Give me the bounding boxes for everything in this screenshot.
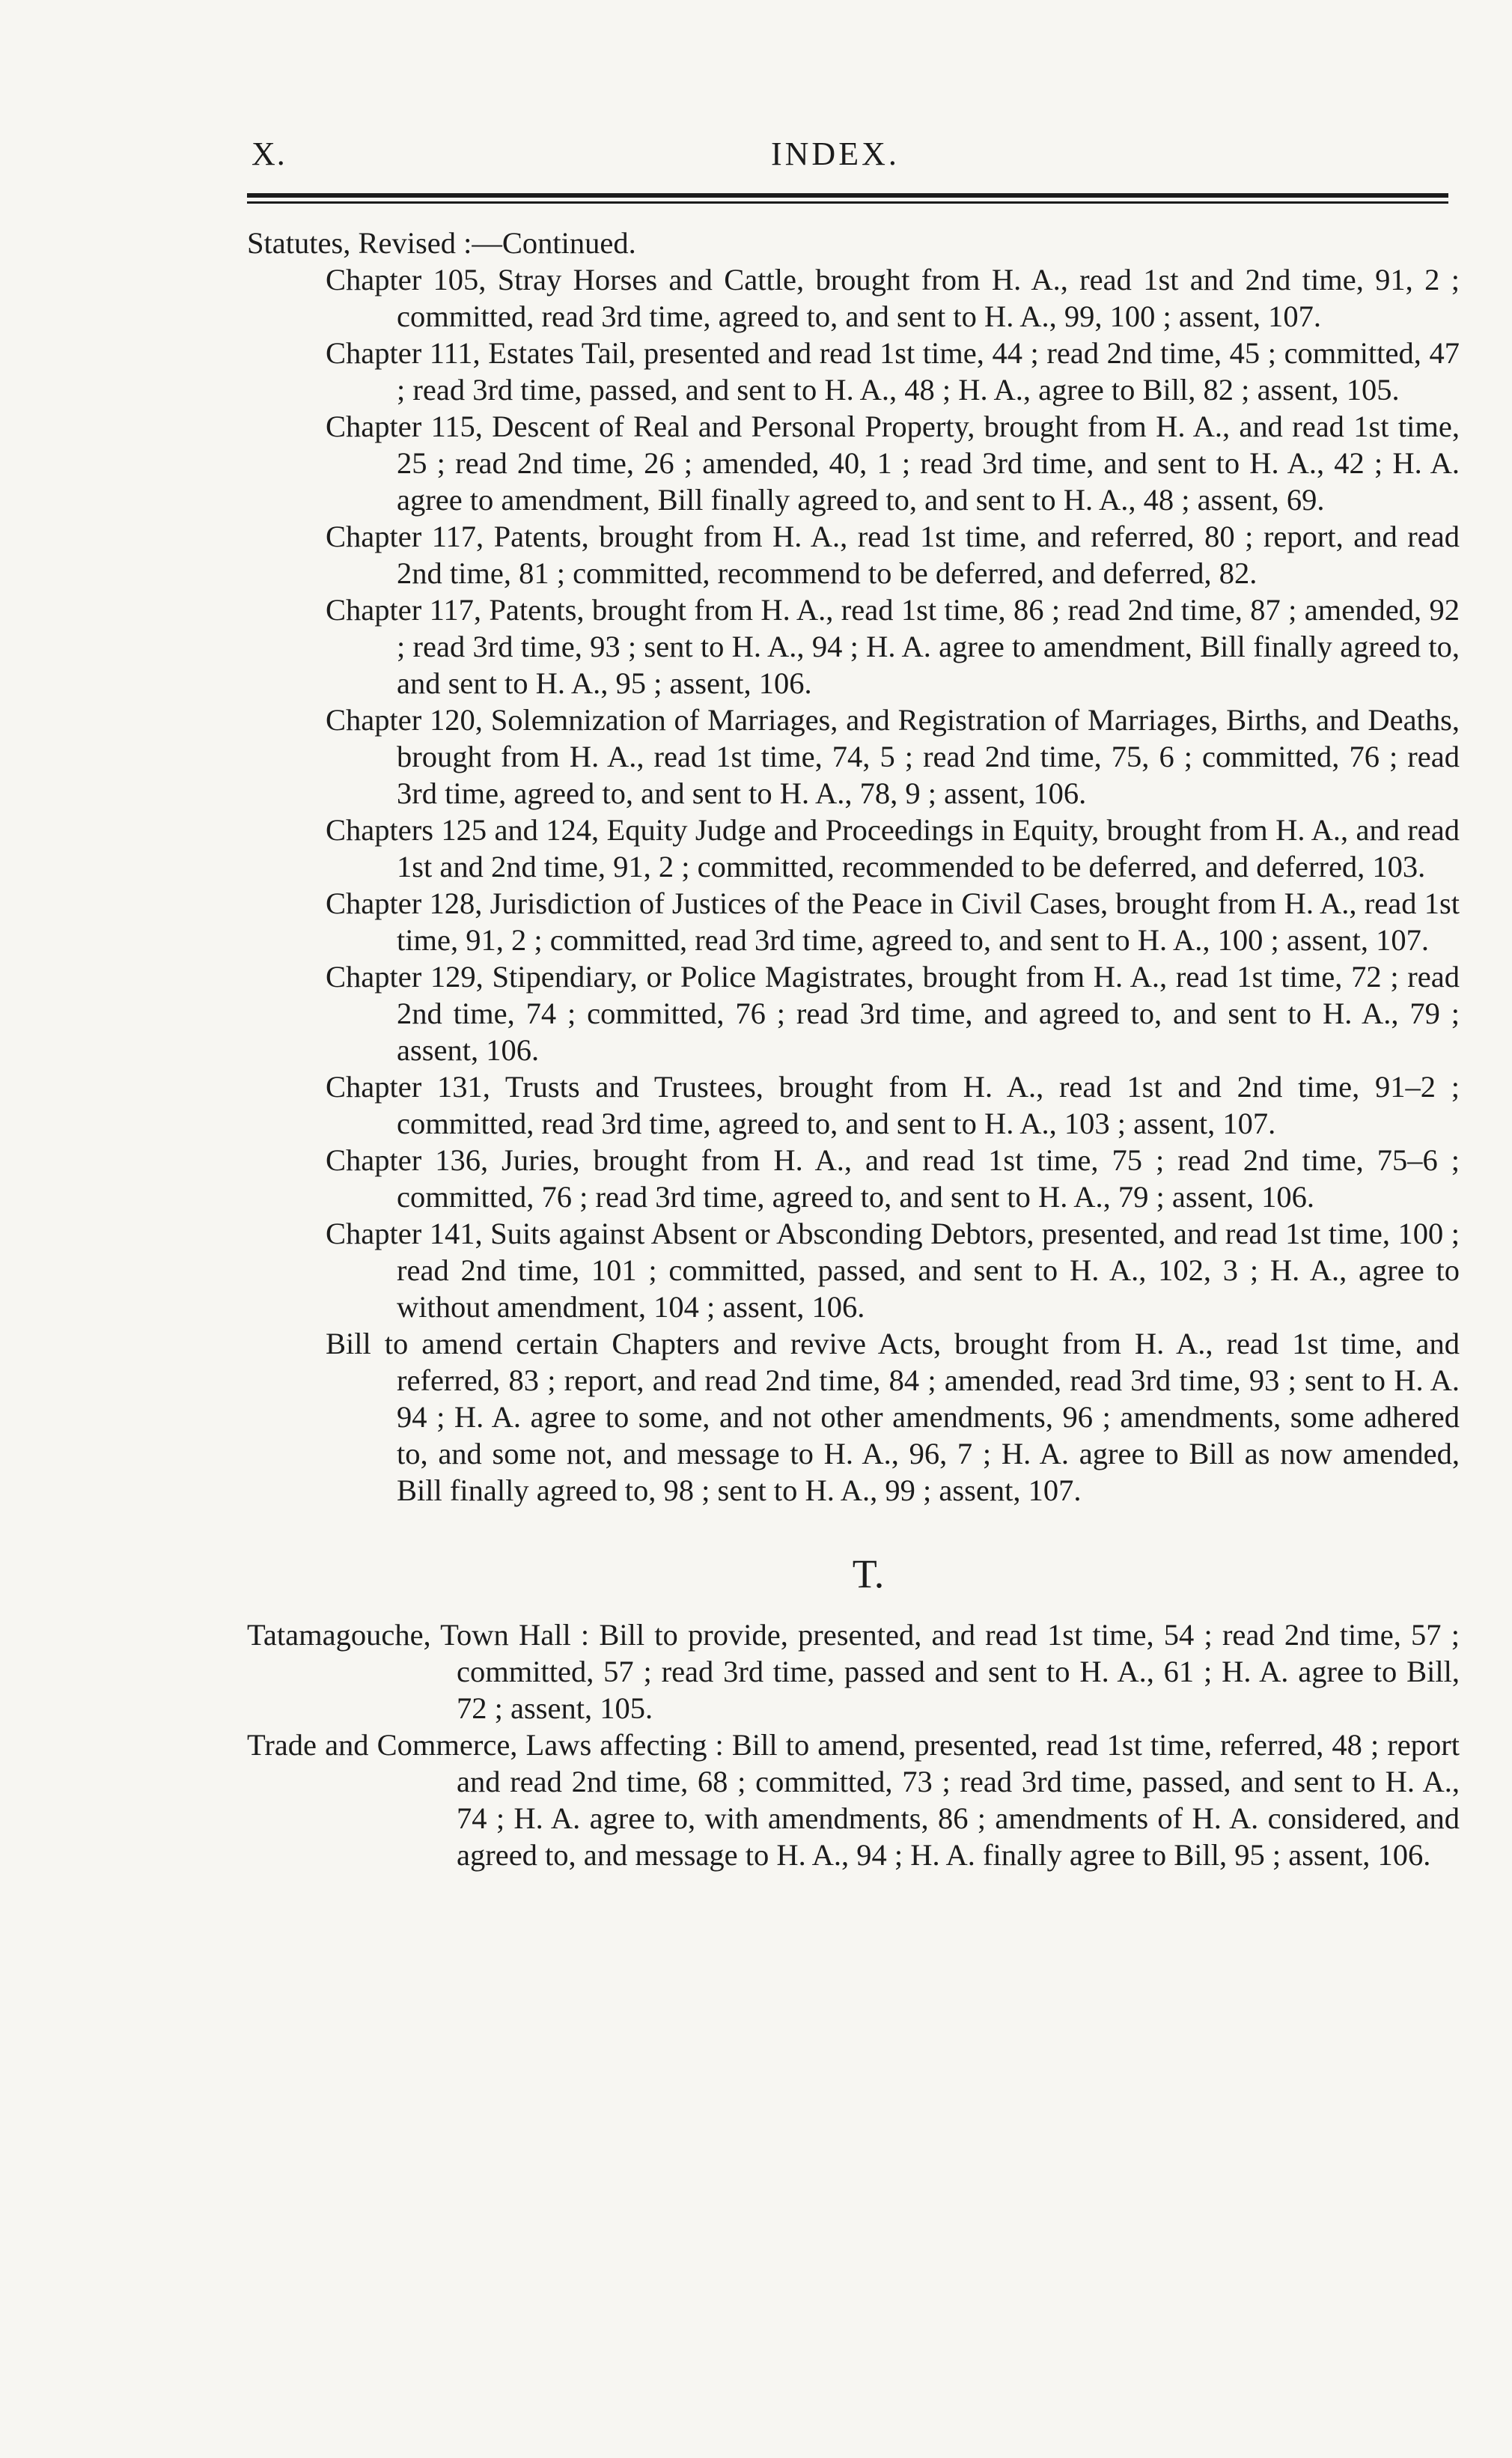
running-head xyxy=(247,135,1445,180)
index-entry-ch105: Chapter 105, Stray Horses and Cattle, brought from H. A., read 1st and 2nd time, 91, 2 ; committed, read 3rd time, agreed to, and sent to H. A., 99, 100 ; assent, 107. xyxy=(326,263,1460,333)
header-rule xyxy=(247,193,1448,204)
index-entry-ch131: Chapter 131, Trusts and Trustees, brought from H. A., read 1st and 2nd time, 91–2 ; committed, read 3rd time, agreed to, and sent to H. A., 103 ; assent, 107. xyxy=(326,1070,1460,1140)
index-entry-ch117-b: Chapter 117, Patents, brought from H. A., read 1st time, 86 ; read 2nd time, 87 ; amended, 92 ; read 3rd time, 93 ; sent to H. A., 94 ; H. A. agree to amendment, Bill finally agreed to, and sent to H. A., 95 ; assent, 106. xyxy=(326,593,1460,700)
index-entry-ch125-124: Chapters 125 and 124, Equity Judge and Proceedings in Equity, brought from H. A., and read 1st and 2nd time, 91, 2 ; committed, recommended to be deferred, and deferred, 103. xyxy=(326,813,1460,883)
page-title: INDEX. xyxy=(771,136,900,172)
section-letter-t: T. xyxy=(852,1551,885,1596)
index-entry-amend-bill: Bill to amend certain Chapters and revive Acts, brought from H. A., read 1st time, and referred, 83 ; report, and read 2nd time, 84 ; amended, read 3rd time, 93 ; sent to H. A. 94 ; H. A. agree to some, and not other amendments, 96 ; amendments, some adhered to, and some not, and message to H. A., 96, 7 ; H. A. agree to Bill as now amended, Bill finally agreed to, 98 ; sent to H. A., 99 ; assent, 107. xyxy=(326,1327,1460,1507)
index-text xyxy=(247,225,1460,1873)
index-entry-ch120: Chapter 120, Solemnization of Marriages, and Registration of Marriages, Births, and Deaths, brought from H. A., read 1st time, 74, 5 ; read 2nd time, 75, 6 ; committed, 76 ; read 3rd time, agreed to, and sent to H. A., 78, 9 ; assent, 106. xyxy=(326,703,1460,810)
index-entry-tatamagouche: Tatamagouche, Town Hall : Bill to provide, presented, and read 1st time, 54 ; read 2nd time, 57 ; committed, 57 ; read 3rd time, passed and sent to H. A., 61 ; H. A. agree to Bill, 72 ; assent, 105. xyxy=(247,1618,1460,1725)
page-number: X. xyxy=(252,136,287,172)
index-entry-ch117-a: Chapter 117, Patents, brought from H. A., read 1st time, and referred, 80 ; report, and read 2nd time, 81 ; committed, recommend to be deferred, and deferred, 82. xyxy=(326,520,1460,590)
index-entry-ch115: Chapter 115, Descent of Real and Personal Property, brought from H. A., and read 1st time, 25 ; read 2nd time, 26 ; amended, 40, 1 ; read 3rd time, and sent to H. A., 42 ; H. A. agree to amendment, Bill finally agreed to, and sent to H. A., 48 ; assent, 69. xyxy=(326,410,1460,517)
index-entry-ch128: Chapter 128, Jurisdiction of Justices of the Peace in Civil Cases, brought from H. A., read 1st time, 91, 2 ; committed, read 3rd time, agreed to, and sent to H. A., 100 ; assent, 107. xyxy=(326,886,1460,957)
index-entry-ch111: Chapter 111, Estates Tail, presented and read 1st time, 44 ; read 2nd time, 45 ; committed, 47 ; read 3rd time, passed, and sent to H. A., 48 ; H. A., agree to Bill, 82 ; assent, 105. xyxy=(326,336,1460,407)
index-entry-trade-commerce: Trade and Commerce, Laws affecting : Bill to amend, presented, read 1st time, referred, 48 ; report and read 2nd time, 68 ; committed, 73 ; read 3rd time, passed, and sent to H. A., 74 ; H. A. agree to, with amendments, 86 ; amendments of H. A. considered, and agreed to, and message to H. A., 94 ; H. A. finally agree to Bill, 95 ; assent, 106. xyxy=(247,1728,1460,1872)
statutes-heading: Statutes, Revised :—Continued. xyxy=(247,226,636,260)
index-entry-ch141: Chapter 141, Suits against Absent or Absconding Debtors, presented, and read 1st time, 100 ; read 2nd time, 101 ; committed, passed, and sent to H. A., 102, 3 ; H. A., agree to without amendment, 104 ; assent, 106. xyxy=(326,1217,1460,1324)
index-entry-ch136: Chapter 136, Juries, brought from H. A., and read 1st time, 75 ; read 2nd time, 75–6 ; committed, 76 ; read 3rd time, agreed to, and sent to H. A., 79 ; assent, 106. xyxy=(326,1143,1460,1214)
index-entry-ch129: Chapter 129, Stipendiary, or Police Magistrates, brought from H. A., read 1st time, 72 ; read 2nd time, 74 ; committed, 76 ; read 3rd time, and agreed to, and sent to H. A., 79 ; assent, 106. xyxy=(326,960,1460,1067)
